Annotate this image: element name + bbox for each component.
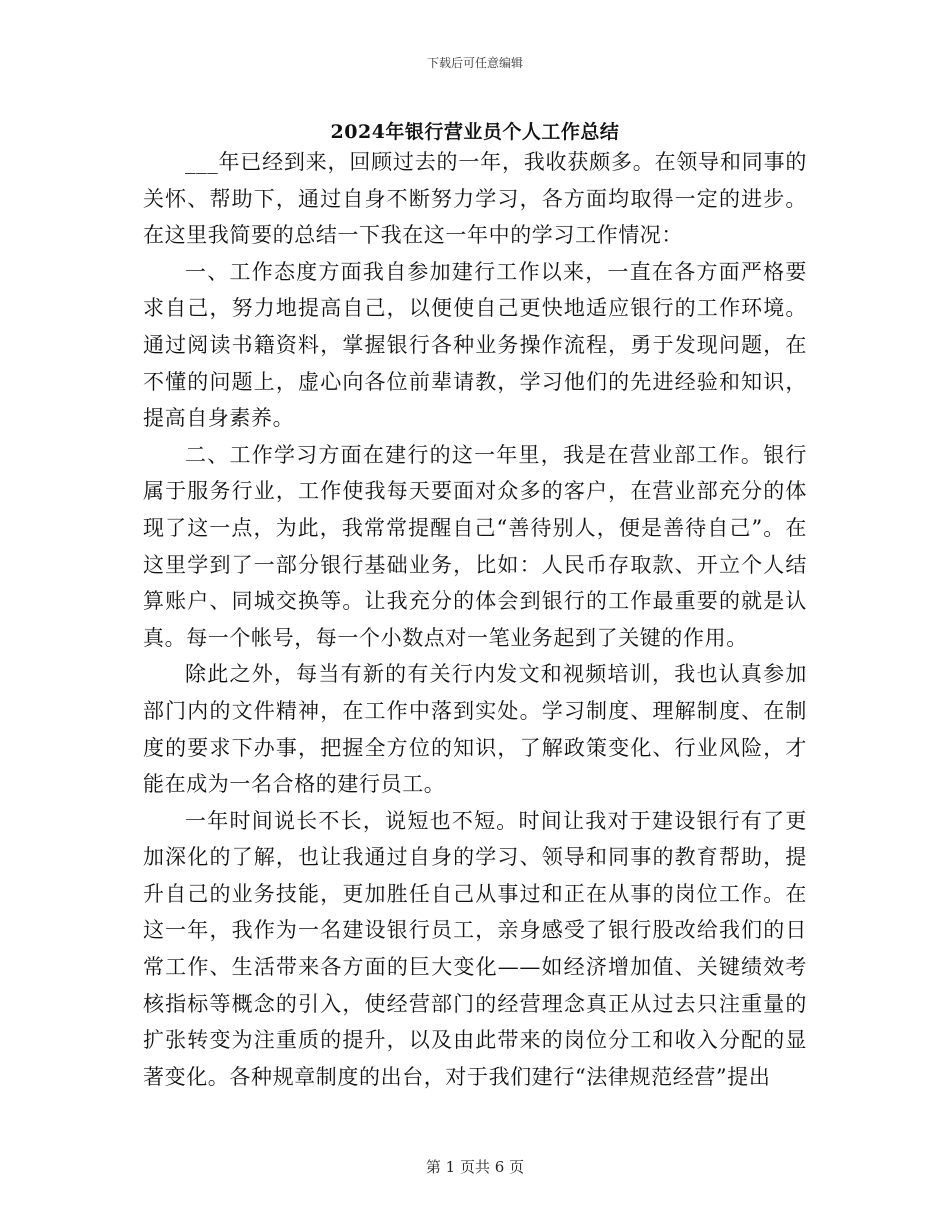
paragraph-work-study: 二、工作学习方面在建行的这一年里，我是在营业部工作。银行属于服务行业，工作使我每天要面对众多的客户，在营业部充分的体现了这一点，为此，我常常提醒自己“善待别人，便是善待自己”。在这里学到了一部分银行基础业务，比如：人民币存取款、开立个人结算账户、同城交换等。让我充分的体会到银行的工作最重要的就是认真。每一个帐号，每一个小数点对一笔业务起到了关键的作用。 (143, 442, 807, 650)
header-note: 下载后可任意编辑 (426, 56, 523, 70)
paragraph-training: 除此之外，每当有新的有关行内发文和视频培训，我也认真参加部门内的文件精神，在工作中落到实处。学习制度、理解制度、在制度的要求下办事，把握全方位的知识，了解政策变化、行业风险，才能在成为一名合格的建行员工。 (143, 662, 807, 797)
paragraph-intro: ___年已经到来，回顾过去的一年，我收获颇多。在领导和同事的关怀、帮助下，通过自身不断努力学习，各方面均取得一定的进步。在这里我简要的总结一下我在这一年中的学习工作情况： (143, 150, 807, 248)
document-body (143, 144, 807, 1095)
paragraph-work-attitude: 一、工作态度方面我自参加建行工作以来，一直在各方面严格要求自己，努力地提高自己，以便使自己更快地适应银行的工作环境。通过阅读书籍资料，掌握银行各种业务操作流程，勇于发现问题，在不懂的问题上，虚心向各位前辈请教，学习他们的先进经验和知识，提高自身素养。 (143, 259, 807, 431)
page-indicator: 第 1 页共 6 页 (425, 1158, 525, 1176)
paragraph-reflection: 一年时间说长不长，说短也不短。时间让我对于建设银行有了更加深化的了解，也让我通过自身的学习、领导和同事的教育帮助，提升自己的业务技能，更加胜任自己从事过和正在从事的岗位工作。在这一年，我作为一名建设银行员工，亲身感受了银行股改给我们的日常工作、生活带来各方面的巨大变化——如经济增加值、关键绩效考核指标等概念的引入，使经营部门的经营理念真正从过去只注重量的扩张转变为注重质的提升，以及由此带来的岗位分工和收入分配的显著变化。各种规章制度的出台，对于我们建行“法律规范经营”提出 (143, 808, 807, 1089)
document-title: 2024年银行营业员个人工作总结 (330, 121, 620, 143)
